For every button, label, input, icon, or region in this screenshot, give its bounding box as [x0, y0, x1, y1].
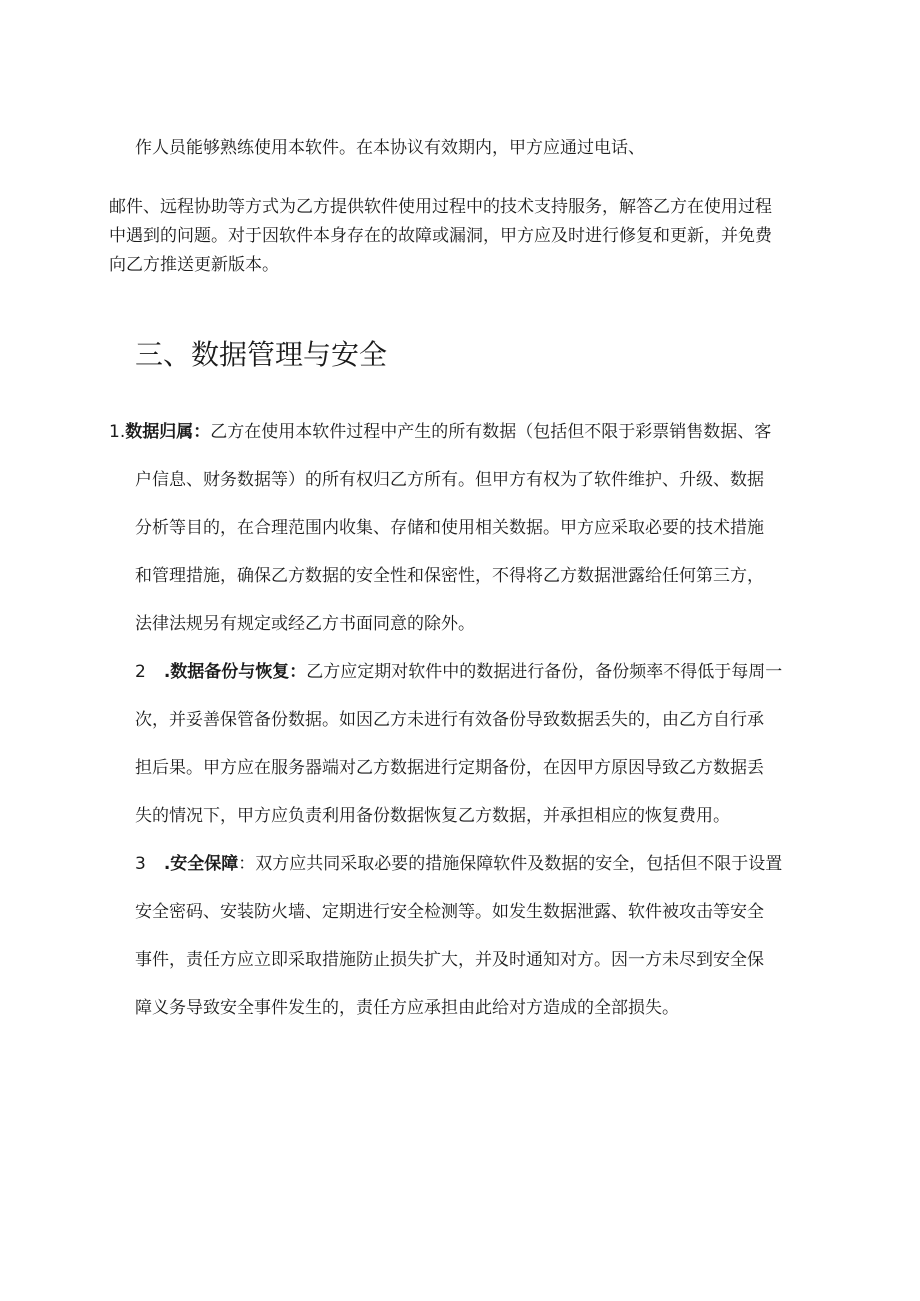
- paragraph-line: 邮件、远程协助等方式为乙方提供软件使用过程中的技术支持服务，解答乙方在使用过程: [109, 197, 772, 217]
- section-heading: 三、数据管理与安全: [135, 338, 388, 371]
- paragraph-line: 中遇到的问题。对于因软件本身存在的故障或漏洞，甲方应及时进行修复和更新，并免费: [109, 226, 772, 246]
- clause-number: 2: [135, 662, 146, 682]
- clause-number: 3: [135, 854, 146, 874]
- clause-title: .数据备份与恢复：: [163, 662, 307, 682]
- continuation-line: 作人员能够熟练使用本软件。在本协议有效期内，甲方应通过电话、: [135, 138, 645, 158]
- clause-number: 1.: [109, 422, 126, 442]
- clause-security: [135, 840, 785, 1032]
- clause-line: 法律法规另有规定或经乙方书面同意的除外。: [135, 614, 475, 634]
- clause-title: .安全保障: [163, 854, 239, 874]
- clause-data-ownership: [109, 408, 789, 648]
- clause-line: 分析等目的，在合理范围内收集、存储和使用相关数据。甲方应采取必要的技术措施: [135, 518, 764, 538]
- clause-data-backup: [135, 648, 785, 840]
- clause-line: 乙方应定期对软件中的数据进行备份，备份频率不得低于每周一: [306, 662, 783, 682]
- clause-line: 次，并妥善保管备份数据。如因乙方未进行有效备份导致数据丢失的，由乙方自行承: [135, 710, 764, 730]
- paragraph-line: 向乙方推送更新版本。: [109, 255, 279, 275]
- clause-line: 失的情况下，甲方应负责利用备份数据恢复乙方数据，并承担相应的恢复费用。: [135, 806, 730, 826]
- clause-line: 安全密码、安装防火墙、定期进行安全检测等。如发生数据泄露、软件被攻击等安全: [135, 902, 764, 922]
- clause-title: 数据归属：: [125, 422, 211, 442]
- clause-line: 担后果。甲方应在服务器端对乙方数据进行定期备份，在因甲方原因导致乙方数据丢: [135, 758, 764, 778]
- clause-line: ：双方应共同采取必要的措施保障软件及数据的安全，包括但不限于设置: [238, 854, 783, 874]
- support-paragraph: [109, 193, 789, 280]
- clause-line: 事件，责任方应立即采取措施防止损失扩大，并及时通知对方。因一方未尽到安全保: [135, 950, 764, 970]
- clause-line: 户信息、财务数据等）的所有权归乙方所有。但甲方有权为了软件维护、升级、数据: [135, 470, 764, 490]
- clause-line: 和管理措施，确保乙方数据的安全性和保密性，不得将乙方数据泄露给任何第三方，: [135, 566, 764, 586]
- clause-line: 乙方在使用本软件过程中产生的所有数据（包括但不限于彩票销售数据、客: [210, 422, 772, 442]
- clause-line: 障义务导致安全事件发生的，责任方应承担由此给对方造成的全部损失。: [135, 998, 679, 1018]
